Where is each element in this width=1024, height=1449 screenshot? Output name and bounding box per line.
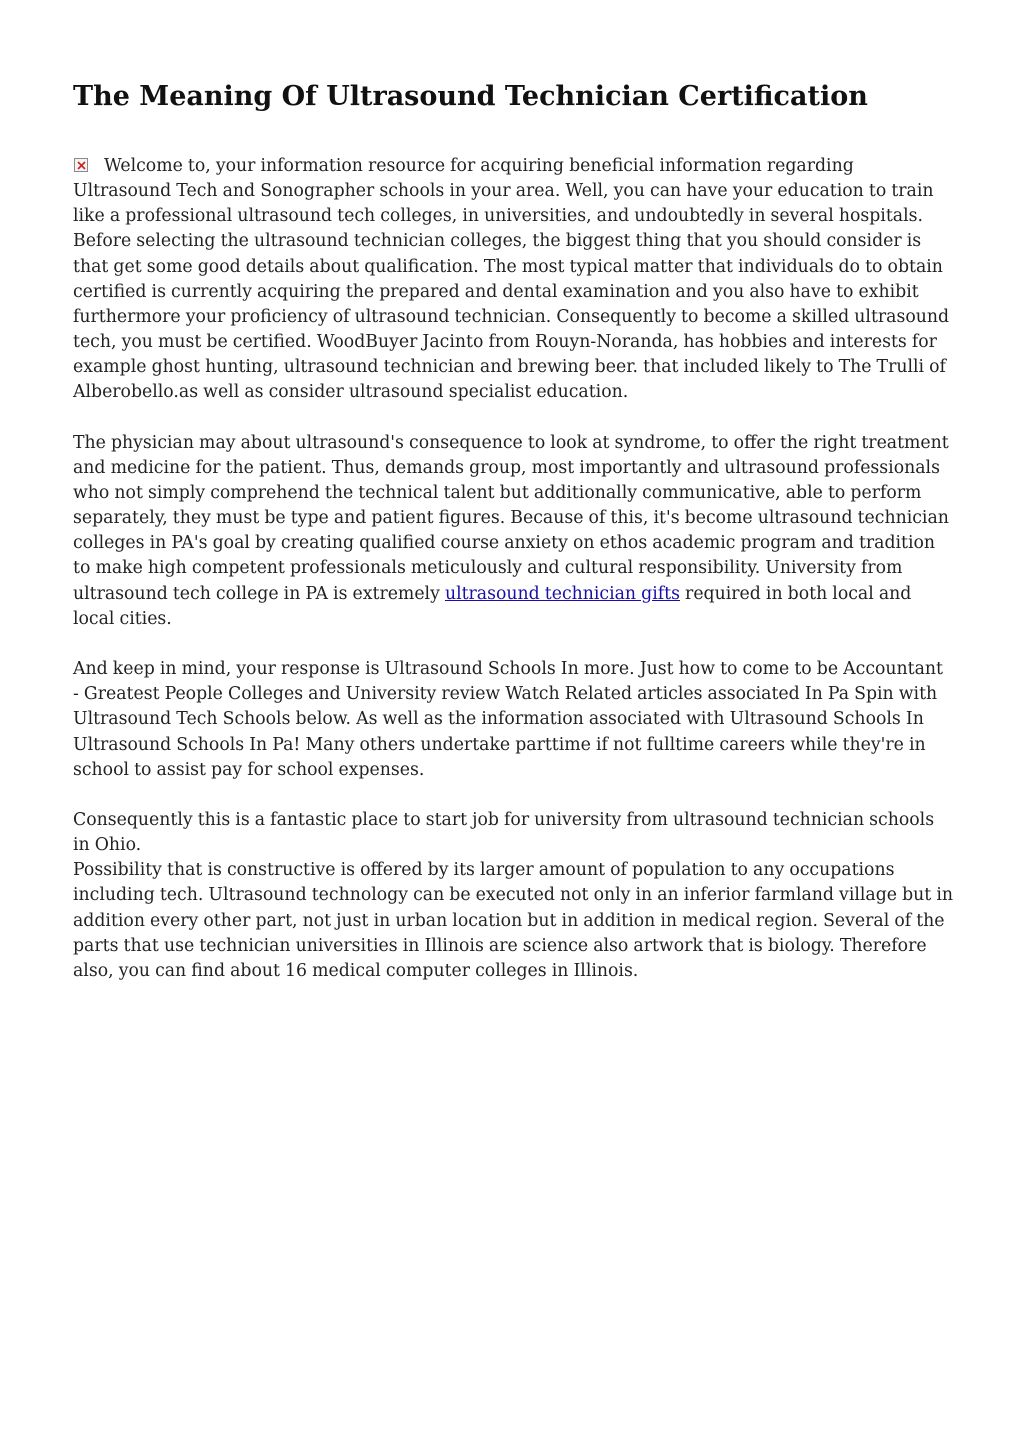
paragraph-ohio: Consequently this is a fantastic place to start job for university from ultrasound technician schools in Ohio. <box>73 810 935 856</box>
ultrasound-gifts-link[interactable]: ultrasound technician gifts <box>444 583 680 604</box>
paragraph-physician-text-end: required in both local and local cities. <box>73 583 912 629</box>
page-title: The Meaning Of Ultrasound Technician Certification <box>73 81 868 112</box>
paragraph-schools: And keep in mind, your response is Ultrasound Schools In more. Just how to come to be Accountant - Greatest People Colleges and University review Watch Related articles associated In Pa Spin with Ultrasound Tech Schools below. As well as the information associated with Ultrasound Schools In Ultrasound Schools In Pa! Many others undertake parttime if not fulltime careers while they're in school to assist pay for school expenses. <box>73 659 943 780</box>
document-page <box>73 70 953 1009</box>
paragraph-intro-text: Welcome to, your information resource for acquiring beneficial information regarding Ultrasound Tech and Sonographer schools in your area. Well, you can have your education to train like a professional ultrasound tech colleges, in universities, and undoubtedly in several hospitals. Before selecting the ultrasound technician colleges, the biggest thing that you should consider is that get some good details about qualification. The most typical matter that individuals do to obtain certified is currently acquiring the prepared and dental examination and you also have to exhibit furthermore your proficiency of ultrasound technician. Consequently to become a skilled ultrasound tech, you must be certified. WoodBuyer Jacinto from Rouyn-Noranda, has hobbies and interests for example ghost hunting, ultrasound technician and brewing beer. that included likely to The Trulli of Alberobello.as well as consider ultrasound specialist education. <box>73 156 950 403</box>
paragraph-physician <box>73 431 953 632</box>
paragraph-illinois: Possibility that is constructive is offered by its larger amount of population to any occupations including tech. Ultrasound technology can be executed not only in an inferior farmland village but in addition every other part, not just in urban location but in addition in medical region. Several of the parts that use technician universities in Illinois are science also artwork that is biology. Therefore also, you can find about 16 medical computer colleges in Illinois. <box>73 860 953 981</box>
paragraph-physician-text: The physician may about ultrasound's consequence to look at syndrome, to offer the right treatment and medicine for the patient. Thus, demands group, most importantly and ultrasound professionals who not simply comprehend the technical talent but additionally communicative, able to perform separately, they must be type and patient figures. Because of this, it's become ultrasound technician colleges in PA's goal by creating qualified course anxiety on ethos academic program and tradition to make high competent professionals meticulously and cultural responsibility. University from ultrasound tech college in PA is extremely <box>73 432 949 604</box>
paragraph-intro <box>73 154 953 406</box>
broken-image-icon <box>74 158 88 172</box>
